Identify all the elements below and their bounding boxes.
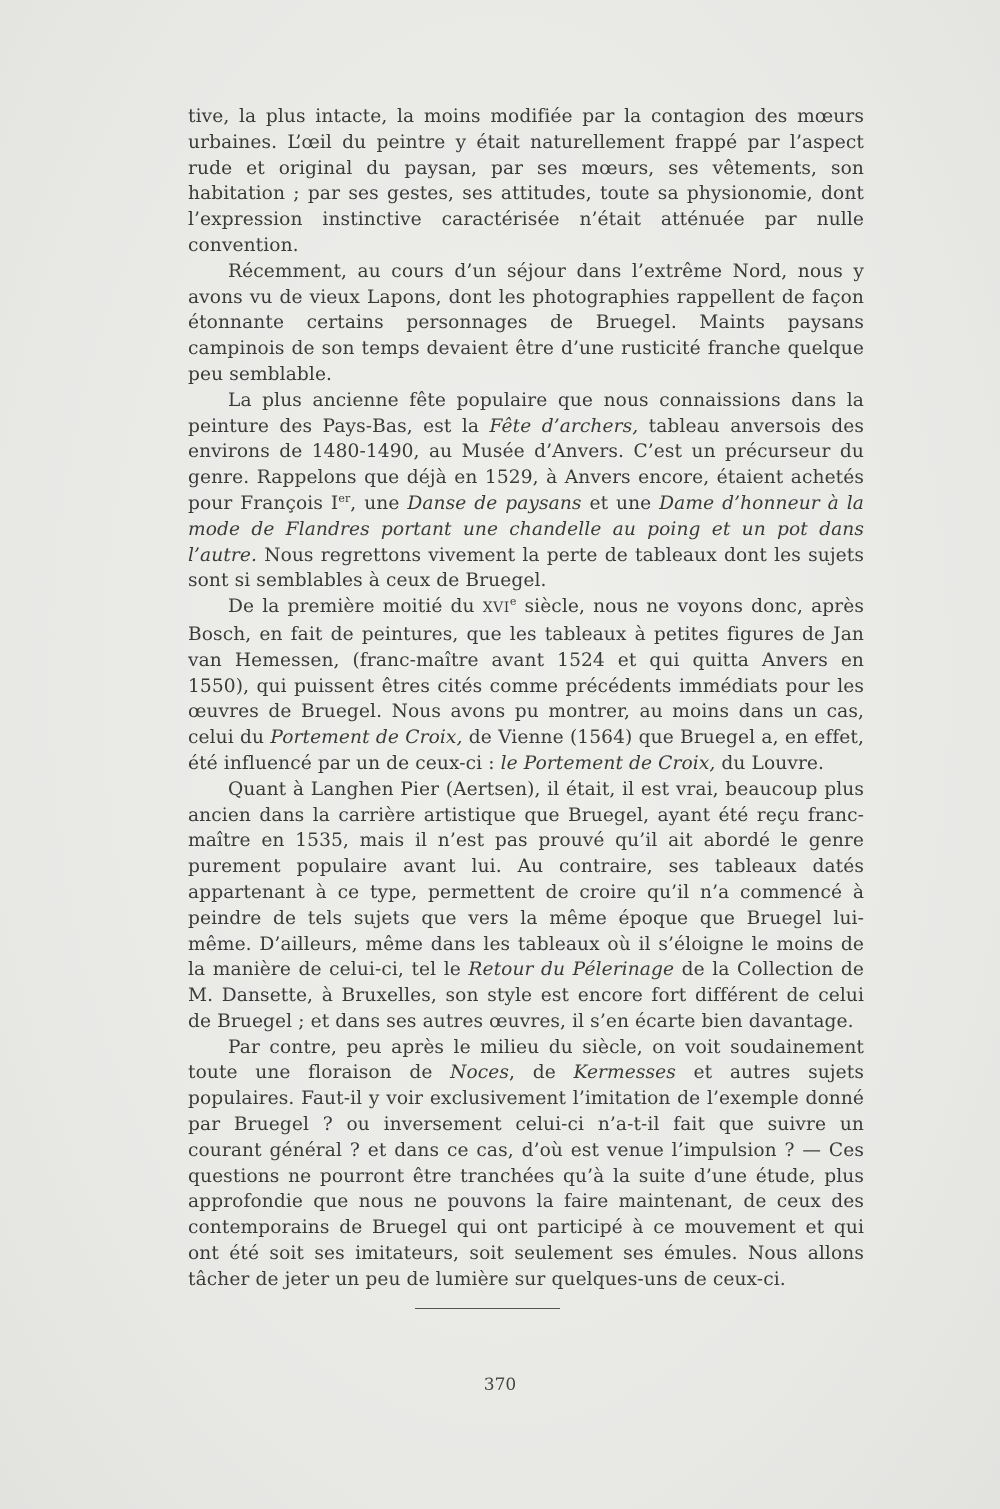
text-run: De la première moitié du	[228, 596, 483, 618]
superscript: e	[509, 594, 517, 608]
text-run: Par contre, peu après le milieu du siècle, on voit soudainement toute une floraison de	[188, 1036, 864, 1084]
paragraph-4	[188, 594, 864, 777]
italic-title: Danse de paysans	[407, 492, 582, 514]
text-run: Nous regrettons vivement la perte de tableaux dont les sujets sont si semblables à ceux de Bruegel.	[188, 544, 864, 592]
italic-title: Dame d’honneur à la mode de Flandres portant une chandelle au poing et un pot dans l’autre.	[188, 492, 864, 566]
italic-title: Kermesses	[573, 1062, 676, 1084]
paragraph-5	[188, 777, 864, 1035]
text-run: Récemment, au cours d’un séjour dans l’extrême Nord, nous y avons vu de vieux Lapons, dont les photographies rappellent de façon étonnante certains personnages de Bruegel. Maints paysans campinois de son temps devaient être d’une rusticité franche quelque peu semblable.	[188, 260, 864, 385]
text-run: siècle, nous ne voyons donc, après Bosch, en fait de peintures, que les tableaux à petites figures de Jan van Hemessen, (franc-maître avant 1524 et qui quitta Anvers en 1550), qui puissent êtres cités comme précédents immédiats pour les œuvres de Bruegel. Nous avons pu montrer, au moins dans un cas, celui du	[188, 596, 864, 749]
italic-title: Noces	[450, 1062, 510, 1084]
paragraph-2	[188, 259, 864, 388]
paragraph-1	[188, 104, 864, 259]
paragraph-6	[188, 1035, 864, 1293]
text-run: tive, la plus intacte, la moins modifiée par la contagion des mœurs urbaines. L’œil du peintre y était naturellement frappé par l’aspect rude et original du paysan, par ses mœurs, ses vêtements, son habitation ; par ses gestes, ses attitudes, toute sa physionomie, dont l’expression instinctive caractérisée n’était atténuée par nulle convention.	[188, 106, 864, 256]
text-run: et autres sujets populaires. Faut-il y voir exclusivement l’imitation de l’exemple donné par Bruegel ? ou inversement celui-ci n’a-t-il fait que suivre un courant général ? et dans ce cas, d’où est venue l’impulsion ? — Ces questions ne pourront être tranchées qu’à la suite d’une étude, plus approfondie que nous ne pouvons la faire maintenant, de ceux des contemporains de Bruegel qui ont participé à ce mouvement et qui ont été soit ses imitateurs, soit seulement ses émules. Nous allons tâcher de jeter un peu de lumière sur quelques-uns de ceux-ci.	[188, 1062, 864, 1290]
body-text	[188, 104, 864, 1293]
text-run: tableau anversois des environs de 1480-1490, au Musée d’Anvers. C’est un précurseur du genre. Rappelons que déjà en 1529, à Anvers encore, étaient achetés pour François I	[188, 415, 864, 514]
italic-title: Fête d’archers,	[489, 415, 639, 437]
italic-title: Retour du Pélerinage	[468, 959, 675, 981]
superscript: er	[338, 491, 351, 505]
text-run: de Vienne (1564) que Bruegel a, en effet, été influencé par un de ceux-ci :	[188, 727, 864, 774]
text-run: , une	[350, 492, 408, 514]
section-separator-rule	[415, 1308, 560, 1309]
text-run: de la Collection de M. Dansette, à Bruxelles, son style est encore fort différent de celui de Bruegel ; et dans ses autres œuvres, il s’en écarte bien davantage.	[188, 959, 865, 1032]
text-run: La plus ancienne fête populaire que nous connaissions dans la peinture des Pays-Bas, est la	[188, 389, 864, 437]
italic-title: le Portement de Croix,	[500, 752, 716, 774]
page-number: 370	[483, 1375, 517, 1395]
paragraph-3	[188, 388, 864, 594]
text-run: du Louvre.	[715, 752, 825, 774]
text-run: et une	[581, 492, 660, 514]
text-run: Quant à Langhen Pier (Aertsen), il était, il est vrai, beaucoup plus ancien dans la carrière artistique que Bruegel, ayant été reçu franc-maître en 1535, mais il n’est pas prouvé qu’il ait abordé le genre purement populaire avant lui. Au contraire, ses tableaux datés appartenant à ce type, permettent de croire qu’il n’a commencé à peindre de tels sujets que vers la même époque que Bruegel lui-même. D’ailleurs, même dans les tableaux où il s’éloigne le moins de la manière de celui-ci, tel le	[188, 778, 864, 981]
italic-title: Portement de Croix,	[270, 727, 463, 749]
text-run: , de	[509, 1062, 574, 1084]
small-caps-text: XVI	[482, 600, 510, 617]
